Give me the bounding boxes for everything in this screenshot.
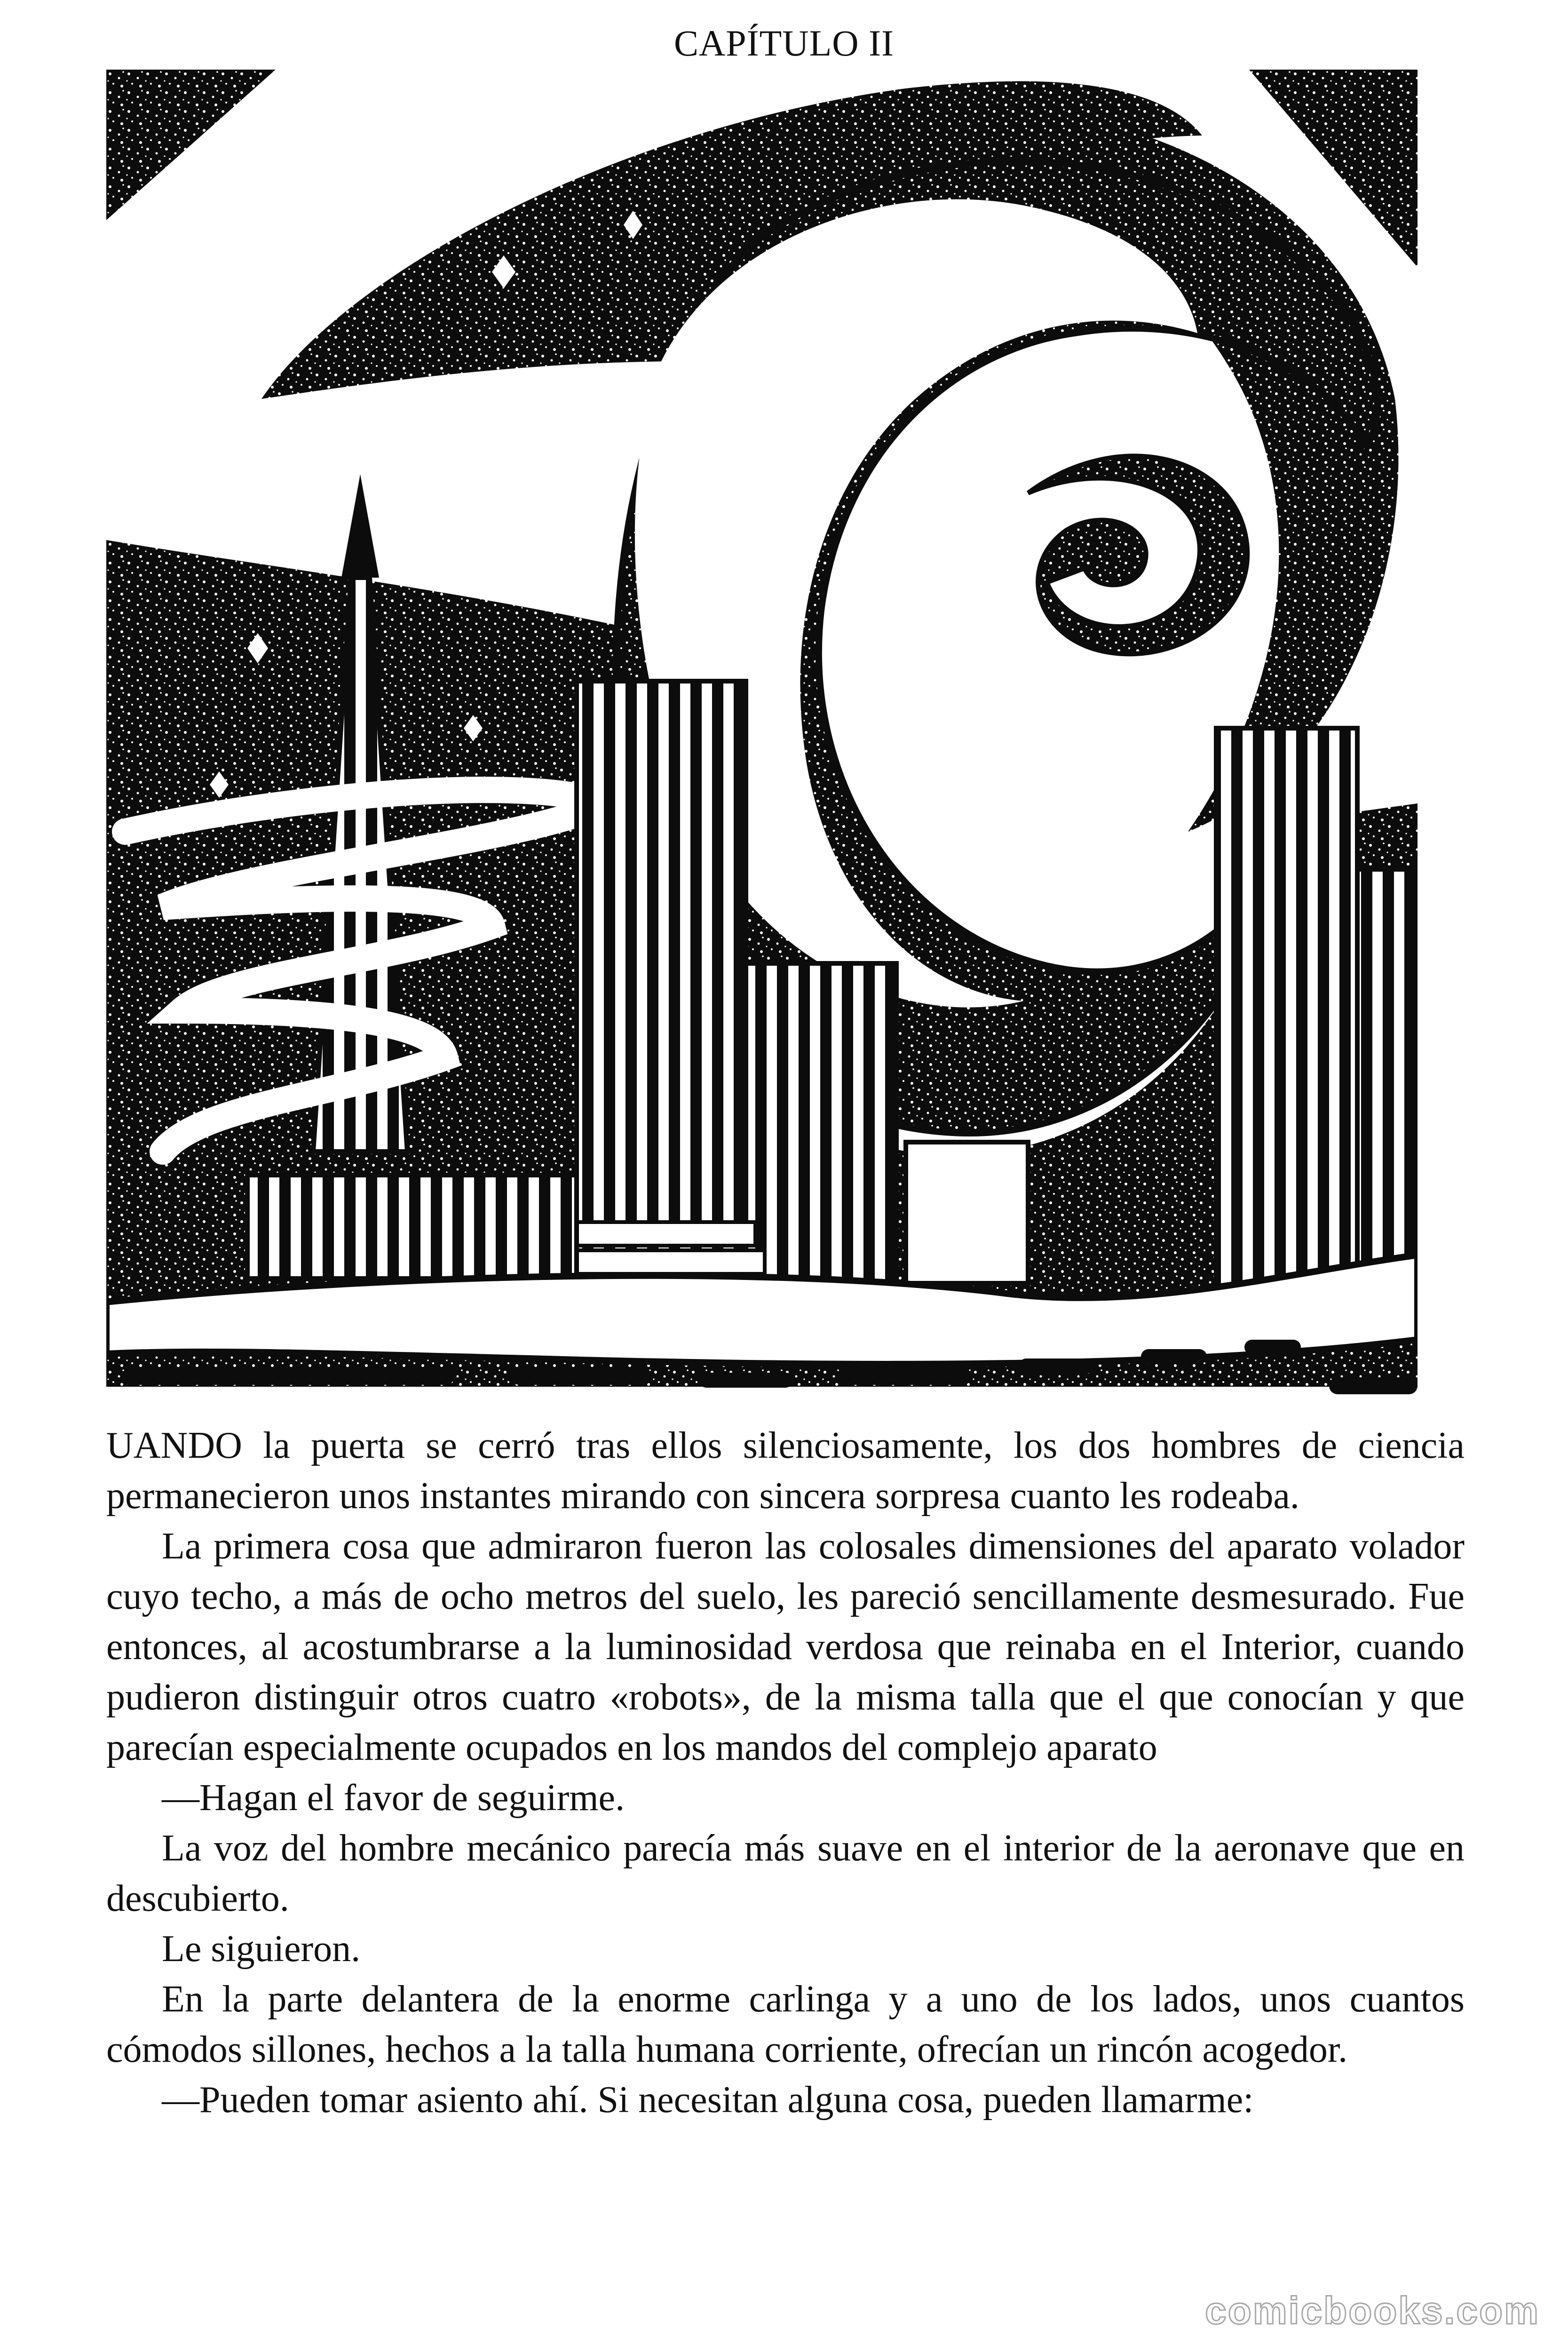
columns-right <box>1216 728 1357 1316</box>
corner-top-left <box>106 70 276 220</box>
white-block <box>906 1142 1028 1283</box>
drop-cap-svg <box>106 70 1418 1421</box>
paragraph-7: —Pueden tomar asiento ahí. Si necesitan alguna cosa, pueden llamarme: <box>162 2079 1254 2121</box>
paragraph-4: La voz del hombre mecánico parecía más suave en el interior de la aeronave que en descubierto. <box>106 1828 1465 1919</box>
balustrade <box>247 1175 577 1279</box>
drop-cap-illustration <box>106 70 1418 1421</box>
paragraph-5: Le siguieron. <box>162 1928 361 1970</box>
body-text <box>106 1421 1465 2125</box>
watermark: comicbooks.com <box>1205 2289 1540 2332</box>
tower-tip <box>341 474 379 578</box>
letter-c-hook <box>1028 456 1247 654</box>
columns-center <box>577 681 746 1293</box>
chapter-title: CAPÍTULO II <box>673 23 895 64</box>
paragraph-3: —Hagan el favor de seguirme. <box>162 1777 625 1819</box>
paragraph-1: UANDO la puerta se cerró tras ellos silenciosamente, los dos hombres de ciencia permanecieron unos instantes mirando con sincera sorpresa cuanto les rodeaba. <box>106 1425 1465 1517</box>
columns-far-right <box>1357 869 1418 1293</box>
paragraph-6: En la parte delantera de la enorme carlinga y a uno de los lados, unos cuantos cómodos sillones, hechos a la talla humana corriente, ofrecían un rincón acogedor. <box>106 1979 1465 2070</box>
paragraph-2: La primera cosa que admiraron fueron las colosales dimensiones del aparato volador cuyo techo, a más de ocho metros del suelo, les pareció sencillamente desmesurado. Fue entonces, al acostumbrarse a la luminosidad verdosa que reinaba en el Interior, cuando pudieron distinguir otros cuatro «robots», de la misma talla que el que conocían y que parecían especialmente ocupados en los mandos del complejo aparato <box>106 1526 1465 1768</box>
columns-lower <box>746 963 896 1293</box>
